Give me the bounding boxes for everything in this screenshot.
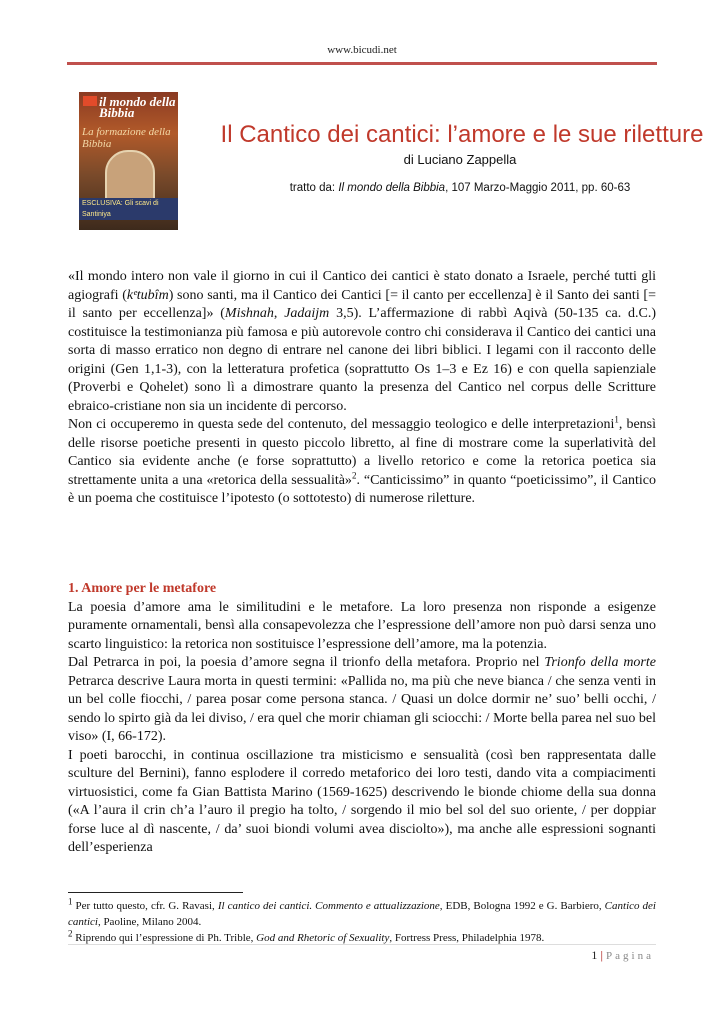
text-run: 3,5). L’affermazione di rabbì Aqivà (50-135 ca. d.C.) costituisce la testimonianza più famosa e più autorevole contro chi considerava il Cantico dei cantici una sorta di masso erratico non degno di entrare nel canone dei libri biblici. I legami con il racconto delle origini (Gen 1,1-3), con la letteratura profetica (soprattutto Os 1–3 e Ez 16) e con quella sapienziale (Proverbi e Qohelet) sono lì a dimostrare quanto la presenza del Cantico nel corpus delle Scritture ebraico-cristiane non sia un incidente di percorso.: [68, 306, 657, 414]
section-paragraph-3: I poeti barocchi, in continua oscillazione tra misticismo e sensualità (così ben rappresentata dalle sculture del Bernini), fanno esplodere il corredo metaforico dei loro testi, dando vita a compiacimenti virtuosistici, come fa Gian Battista Marino (1569-1625) descrivendo le bionde chiome della sua donna («A l’aura il crin ch’a l’auro il pregio ha tolto, / sorgendo il mio bel sol del suo oriente, / per doppiar forse luce al dì nascente, / da’ suoi biondi volumi avea disciolto»), ma anche alle espressioni sognanti dell’esperienza: [68, 747, 656, 855]
page-label: Pagina: [606, 950, 654, 962]
cover-band: ESCLUSIVA: Gli scavi di Santiniya: [79, 198, 178, 220]
text-run: ) sono santi, ma il Cantico dei Cantici [= il canto per eccellenza] è il Santo dei santi [= il santo per eccellenza]» (: [68, 287, 656, 321]
page-number: [591, 948, 654, 963]
text-run: , bensì delle risorse poetiche presenti in questo piccolo libretto, al fine di mostrare come la superlatività del Cantico sia evidente anche (e forse soprattutto) a livello retorico e come la retorica poetica sia strettamente unita a una «retorica della sessualità»: [68, 417, 656, 488]
citation-work: Mishnah: [224, 306, 274, 321]
book-title: Cantico dei cantici: [68, 900, 656, 928]
hebrew-term: kᵉtubîm: [126, 287, 169, 303]
text-run: Non ci occuperemo in questa sede del contenuto, del messaggio teologico e delle interpretazioni: [68, 417, 615, 432]
footnotes: [68, 898, 656, 946]
text-run: . “Canticissimo” in quanto “poeticissimo”, il Cantico è un poema che costituisce l’ipotesto (o sottotesto) di numerose riletture.: [68, 472, 656, 506]
source-prefix: tratto da:: [289, 182, 339, 194]
text-run: Dal Petrarca in poi, la poesia d’amore segna il trionfo della metafora. Proprio nel: [68, 655, 545, 670]
text-run: Petrarca descrive Laura morta in questi termini: «Pallida no, ma più che neve bianca / che senza venti in un bel colle fiocchi, / parea posar come persona stanca. / Quasi un dolce dormir ne’ suo’ belli occhi, / sendo lo spirto già da lei diviso, / era quel che morir chiaman gli sciocchi: / Morte bella parea nel suo bel viso» (I, 66-172).: [68, 673, 656, 744]
text-run: «Il mondo intero non vale il giorno in cui il Cantico dei cantici è stato donato a Israele, perché tutti gli agiografi (: [68, 269, 656, 303]
text-run: EDB, Bologna 1992 e G. Barbiero,: [442, 900, 605, 912]
cover-badge: [83, 96, 97, 106]
footnote-1: [68, 898, 656, 930]
book-title: God and Rhetoric of Sexuality: [256, 932, 390, 944]
section-heading: 1. Amore per le metafore: [68, 581, 217, 596]
footnote-ref-2[interactable]: 2: [351, 469, 357, 480]
text-run: Per tutto questo, cfr. G. Ravasi,: [72, 900, 218, 912]
section-paragraph-2: [68, 654, 656, 747]
page-number-value: 1: [591, 948, 598, 962]
article-title: Il Cantico dei cantici: l’amore e le sue riletture: [220, 121, 704, 148]
intro-section: [68, 268, 656, 509]
footnote-number: 2: [68, 928, 73, 939]
header-rule: [67, 62, 657, 65]
article-source: [0, 182, 724, 194]
intro-paragraph-1: [68, 268, 656, 416]
section-paragraph-1: La poesia d’amore ama le similitudini e le metafore. La loro presenza non risponde a esigenze puramente ornamentali, bensì alla consapevolezza che l’espressione dell’amore non può darsi senza uno scarto linguistico: la retorica non sostituisce l’espressione dell’amore, ma la potenzia.: [68, 599, 656, 652]
citation-work: Jadaijm: [284, 306, 330, 321]
book-title: Il cantico dei cantici. Commento e attualizzazione,: [217, 900, 443, 912]
intro-paragraph-2: [68, 416, 656, 509]
footnote-number: 1: [68, 896, 73, 907]
site-url[interactable]: www.bicudi.net: [327, 44, 397, 56]
text-run: ,: [273, 306, 285, 321]
cover-headline: La formazione della Bibbia: [82, 126, 171, 150]
cover-masthead: il mondo della Bibbia: [99, 94, 176, 120]
source-journal: Il mondo della Bibbia: [338, 182, 446, 194]
text-run: , Fortress Press, Philadelphia 1978.: [389, 932, 545, 944]
page-separator: |: [600, 948, 604, 962]
text-run: , Paoline, Milano 2004.: [97, 916, 202, 928]
footnote-separator: [68, 892, 243, 893]
section-1: [68, 580, 656, 858]
text-run: Riprendo qui l’espressione di Ph. Trible,: [72, 932, 257, 944]
footer-rule: [68, 944, 656, 945]
footnote-ref-1[interactable]: 1: [614, 414, 619, 425]
article-author: di Luciano Zappella: [403, 152, 517, 167]
work-title: Trionfo della morte: [544, 655, 656, 670]
source-suffix: , 107 Marzo-Maggio 2011, pp. 60-63: [445, 182, 631, 194]
